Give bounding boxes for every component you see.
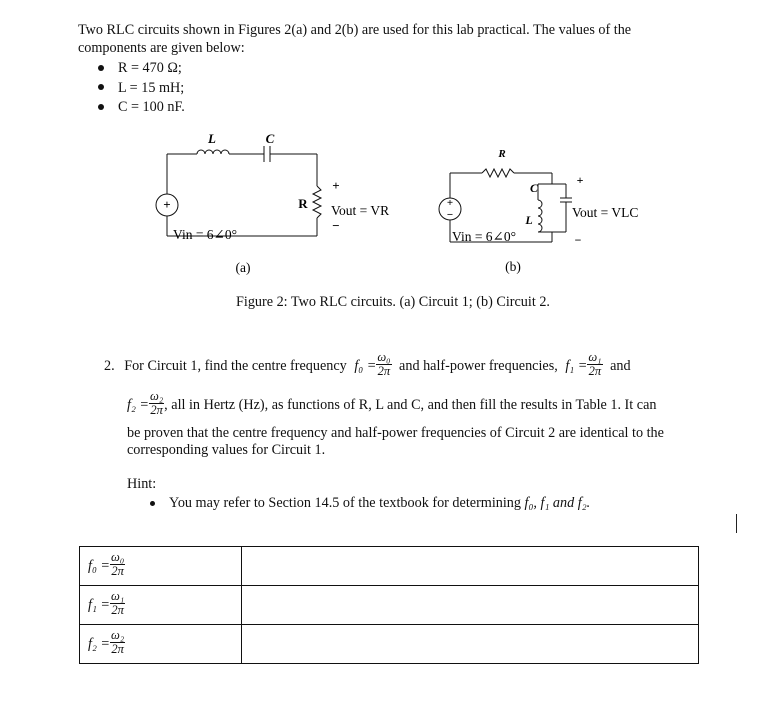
question-line-2: f₂ = $\frac{\text{ω₂}}{2\pi}$ , all in Hertz (Hz), as functions of R, L and C, and then fill the results in Table 1. It can [127, 389, 657, 417]
table-cell-value[interactable] [242, 625, 699, 664]
bullet-icon [98, 104, 104, 110]
f0-equation: f₀ = [354, 357, 377, 374]
bullet-icon [150, 501, 155, 506]
svg-text:C: C [265, 131, 275, 146]
table-cell-label: f₀ = $\frac{\text{ω₀}}{2\pi}$ [80, 547, 242, 586]
bullet-icon [98, 84, 104, 90]
figure-caption: Figure 2: Two RLC circuits. (a) Circuit 1; (b) Circuit 2. [236, 294, 550, 310]
svg-text:−: − [446, 209, 454, 221]
svg-text:R: R [498, 148, 506, 160]
f2-fraction: $\frac{\text{ω₂}}{2\pi}$ [150, 389, 164, 417]
f2-equation: f₂ = [127, 396, 149, 413]
circuit-a-diagram [140, 130, 400, 280]
f1-fraction: $\frac{\text{ω₁}}{2\pi}$ [588, 350, 602, 378]
svg-text:L: L [208, 131, 216, 146]
svg-text:+: + [163, 197, 171, 212]
table-cell-label: f₁ = $\frac{\text{ω₁}}{2\pi}$ [80, 586, 242, 625]
svg-text:−: − [332, 218, 340, 233]
resistor-icon [313, 186, 321, 218]
svg-text:+: + [332, 178, 340, 193]
table-row [80, 547, 699, 586]
circuit-b-diagram [420, 140, 680, 280]
question-number: 2. [104, 357, 115, 374]
table-cell-value[interactable] [242, 547, 699, 586]
vin-label: Vin = 6∠0° [452, 229, 517, 244]
vout-label: Vout = VR [331, 203, 390, 218]
list-item: R = 470 Ω; [98, 59, 185, 79]
question-line-4: corresponding values for Circuit 1. [127, 442, 326, 458]
svg-text:L: L [525, 213, 533, 227]
table-row [80, 586, 699, 625]
subfigure-label: (a) [235, 260, 251, 275]
inductor-icon [538, 200, 542, 232]
table-row [80, 625, 699, 664]
hint-title: Hint: [127, 476, 157, 492]
f0-fraction: $\frac{\text{ω₀}}{2\pi}$ [377, 350, 391, 378]
intro-line-1: Two RLC circuits shown in Figures 2(a) and 2(b) are used for this lab practical. The values of the [78, 22, 632, 38]
vout-label: Vout = VLC [572, 205, 639, 220]
bullet-icon [98, 65, 104, 71]
hint-item: You may refer to Section 14.5 of the textbook for determining f₀, f₁ and f₂. [150, 495, 590, 512]
question-line-3: be proven that the centre frequency and half-power frequencies of Circuit 2 are identical to the [127, 425, 664, 441]
results-table [79, 546, 699, 664]
svg-text:+: + [576, 173, 584, 187]
svg-text:C: C [529, 181, 539, 195]
resistor-icon [482, 169, 514, 177]
svg-text:R: R [298, 196, 308, 211]
svg-text:−: − [574, 233, 582, 247]
table-cell-label: f₂ = $\frac{\text{ω₂}}{2\pi}$ [80, 625, 242, 664]
question-line-1: 2. For Circuit 1, find the centre frequency f₀ = $\frac{\text{ω₀}}{2\pi}$ and half-power frequencies, f₁ = $\frac{\text{ω₁}}{2\pi}$ and [104, 350, 631, 378]
list-item: L = 15 mH; [98, 79, 185, 99]
text-cursor [736, 514, 737, 533]
component-list [98, 59, 185, 118]
intro-line-2: components are given below: [78, 40, 245, 56]
vin-label: Vin = 6∠0° [173, 227, 238, 242]
f1-equation: f₁ = [565, 357, 588, 374]
svg-text:+: + [446, 197, 454, 209]
table-cell-value[interactable] [242, 586, 699, 625]
inductor-icon [197, 150, 229, 154]
list-item: C = 100 nF. [98, 98, 185, 118]
subfigure-label: (b) [505, 259, 521, 274]
